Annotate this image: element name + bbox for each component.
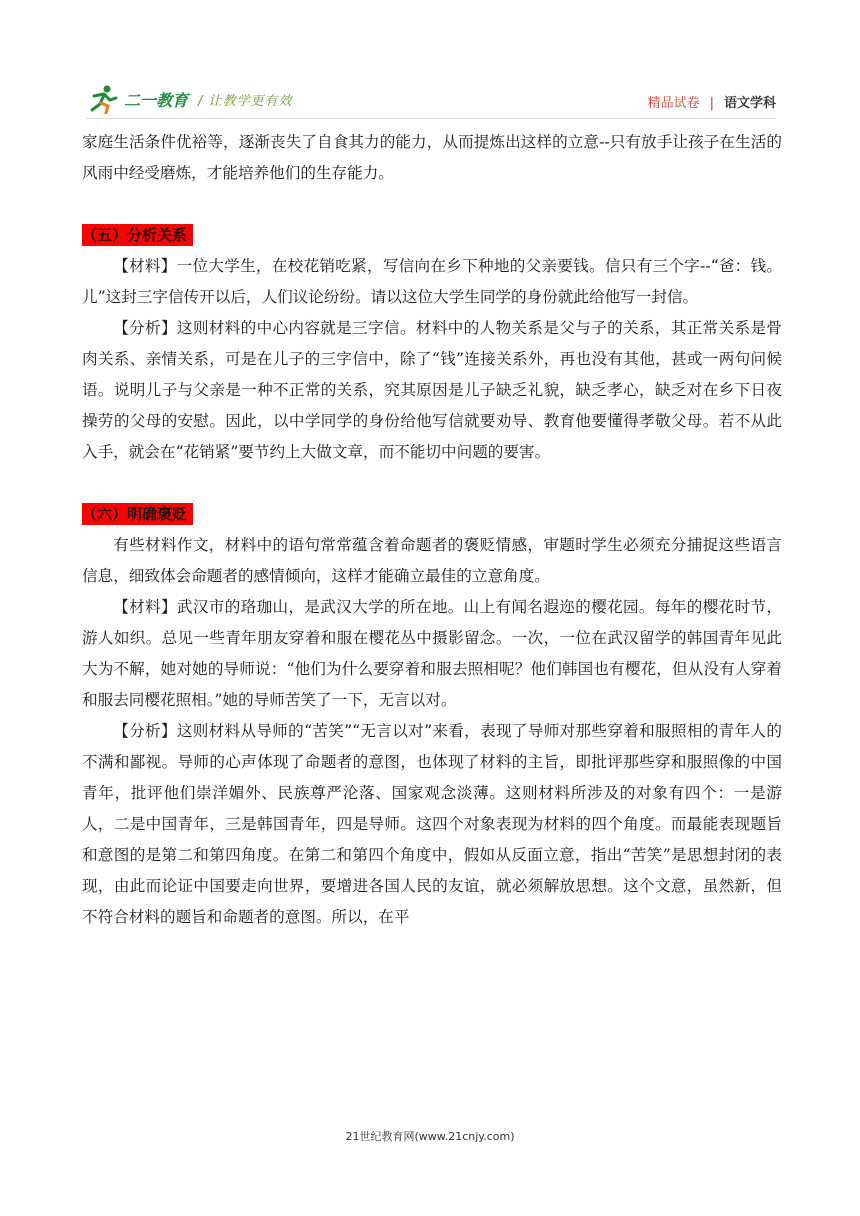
paragraph: 【材料】一位大学生，在校花销吃紧，写信向在乡下种地的父亲要钱。信只有三个字--“爸：钱。儿”这封三字信传开以后，人们议论纷纷。请以这位大学生同学的身份就此给他写一封信。 [82, 257, 782, 306]
header-divider [86, 118, 776, 119]
paragraph: 【分析】这则材料的中心内容就是三字信。材料中的人物关系是父与子的关系，其正常关系是骨肉关系、亲情关系，可是在儿子的三字信中，除了“钱”连接关系外，再也没有其他，甚或一两句问候语。说明儿子与父亲是一种不正常的关系，究其原因是儿子缺乏礼貌，缺乏孝心，缺乏对在乡下日夜操劳的父母的安慰。因此，以中学同学的身份给他写信就要劝导、教育他要懂得孝敬父母。若不从此入手，就会在“花销紧”要节约上大做文章，而不能切中问题的要害。 [82, 319, 782, 461]
paragraph: 【分析】这则材料从导师的“苦笑”“无言以对”来看，表现了导师对那些穿着和服照相的青年人的不满和鄙视。导师的心声体现了命题者的意图，也体现了材料的主旨，即批评那些穿和服照像的中国青年，批评他们崇洋媚外、民族尊严沦落、国家观念淡薄。这则材料所涉及的对象有四个：一是游人，二是中国青年，三是韩国青年，四是导师。这四个对象表现为材料的四个角度。而最能表现题旨和意图的是第二和第四角度。在第二和第四个角度中，假如从反面立意，指出“苦笑”是思想封闭的表现，由此而论证中国要走向世界，要增进各国人民的友谊，就必须解放思想。这个文意，虽然新，但不符合材料的题旨和命题者的意图。所以，在平 [82, 722, 782, 926]
page-header [86, 80, 776, 120]
brand-name: 二一教育 [124, 90, 189, 110]
document-body [82, 127, 782, 933]
section-heading [82, 499, 782, 530]
section-heading [82, 220, 782, 251]
header-subject: 语文学科 [723, 96, 776, 111]
spacer [82, 189, 782, 220]
slogan: / 让教学更有效 [198, 93, 293, 109]
section-heading-label: （六）明确褒贬 [82, 503, 193, 525]
paragraph: 【材料】武汉市的珞珈山，是武汉大学的所在地。山上有闻名遐迩的樱花园。每年的樱花时节，游人如织。总见一些青年朋友穿着和服在樱花丛中摄影留念。一次，一位在武汉留学的韩国青年见此大为不解，她对她的导师说：“他们为什么要穿着和服去照相呢？他们韩国也有樱花，但从没有人穿着和服去同樱花照相。”她的导师苦笑了一下，无言以对。 [82, 598, 782, 709]
page-footer: 21世纪教育网(www.21cnjy.com) [345, 1130, 515, 1143]
header-right [648, 92, 776, 111]
spacer [82, 468, 782, 499]
paragraph: 家庭生活条件优裕等，逐渐丧失了自食其力的能力，从而提炼出这样的立意--只有放手让孩子在生活的风雨中经受磨炼，才能培养他们的生存能力。 [82, 133, 782, 182]
running-figure-icon [86, 84, 120, 114]
header-tag: 精品试卷 [647, 96, 700, 111]
section-heading-label: （五）分析关系 [82, 224, 193, 246]
header-separator: | [709, 96, 714, 111]
paragraph: 有些材料作文，材料中的语句常常蕴含着命题者的褒贬情感，审题时学生必须充分捕捉这些语言信息，细致体会命题者的感情倾向，这样才能确立最佳的立意角度。 [82, 536, 782, 585]
logo [86, 82, 293, 116]
